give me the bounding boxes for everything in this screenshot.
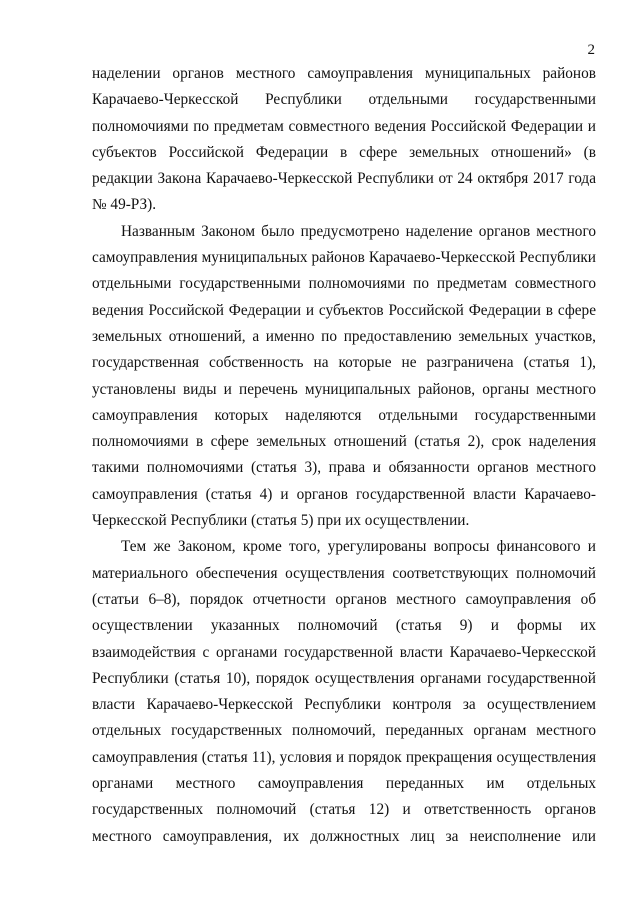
document-body: [92, 61, 596, 850]
text-line: самоуправления которых наделяются отдельными государственными: [92, 406, 596, 424]
paragraph-2: [92, 219, 596, 535]
text-line: материального обеспечения осуществления соответствующих полномочий: [92, 564, 596, 582]
text-line: установлены виды и перечень муниципальных районов, органы местного: [92, 380, 596, 398]
text-line: такими полномочиями (статья 3), права и обязанности органов местного: [92, 459, 596, 477]
text-line: осуществлении указанных полномочий (статья 9) и формы их: [92, 617, 596, 635]
text-line: Черкесской Республики (статья 5) при их осуществлении.: [92, 512, 470, 530]
text-line: самоуправления муниципальных районов Карачаево-Черкесской Республики: [92, 249, 596, 267]
text-line: ведения Российской Федерации и субъектов Российской Федерации в сфере: [92, 301, 596, 319]
text-line: самоуправления (статья 11), условия и порядок прекращения осуществления: [92, 748, 596, 766]
text-line: Республики (статья 10), порядок осуществления органами государственной: [92, 669, 596, 687]
text-line: государственная собственность на которые не разграничена (статья 1),: [92, 354, 596, 372]
text-line: наделении органов местного самоуправления муниципальных районов: [92, 65, 596, 82]
text-line: Тем же Законом, кроме того, урегулированы вопросы финансового и: [121, 538, 596, 556]
paragraph-1: [92, 61, 596, 219]
text-line: (статьи 6–8), порядок отчетности органов местного самоуправления об: [92, 590, 596, 608]
text-line: отдельными государственными полномочиями по предметам совместного: [92, 275, 596, 293]
text-line: взаимодействия с органами государственной власти Карачаево-Черкесской: [92, 643, 596, 661]
text-line: полномочиями в сфере земельных отношений (статья 2), срок наделения: [92, 433, 596, 451]
text-line: Карачаево-Черкесской Республики отдельными государственными: [92, 91, 596, 109]
page-number: 2: [587, 42, 595, 58]
text-line: субъектов Российской Федерации в сфере земельных отношений» (в: [92, 143, 596, 161]
text-line: власти Карачаево-Черкесской Республики контроля за осуществлением: [92, 696, 596, 714]
text-line: земельных отношений, а именно по предоставлению земельных участков,: [92, 327, 596, 345]
text-line: № 49-РЗ).: [92, 196, 157, 214]
paragraph-3: [92, 534, 596, 850]
text-line: самоуправления (статья 4) и органов государственной власти Карачаево-: [92, 485, 596, 503]
text-line: полномочиями по предметам совместного ведения Российской Федерации и: [92, 117, 596, 135]
text-line: Названным Законом было предусмотрено наделение органов местного: [121, 222, 596, 240]
text-line: органами местного самоуправления переданных им отдельных: [92, 775, 596, 793]
text-line: отдельных государственных полномочий, переданных органам местного: [92, 722, 596, 740]
text-line: местного самоуправления, их должностных лиц за неисполнение или: [92, 827, 596, 845]
text-line: редакции Закона Карачаево-Черкесской Республики от 24 октября 2017 года: [92, 170, 596, 188]
text-line: государственных полномочий (статья 12) и ответственность органов: [92, 801, 596, 819]
